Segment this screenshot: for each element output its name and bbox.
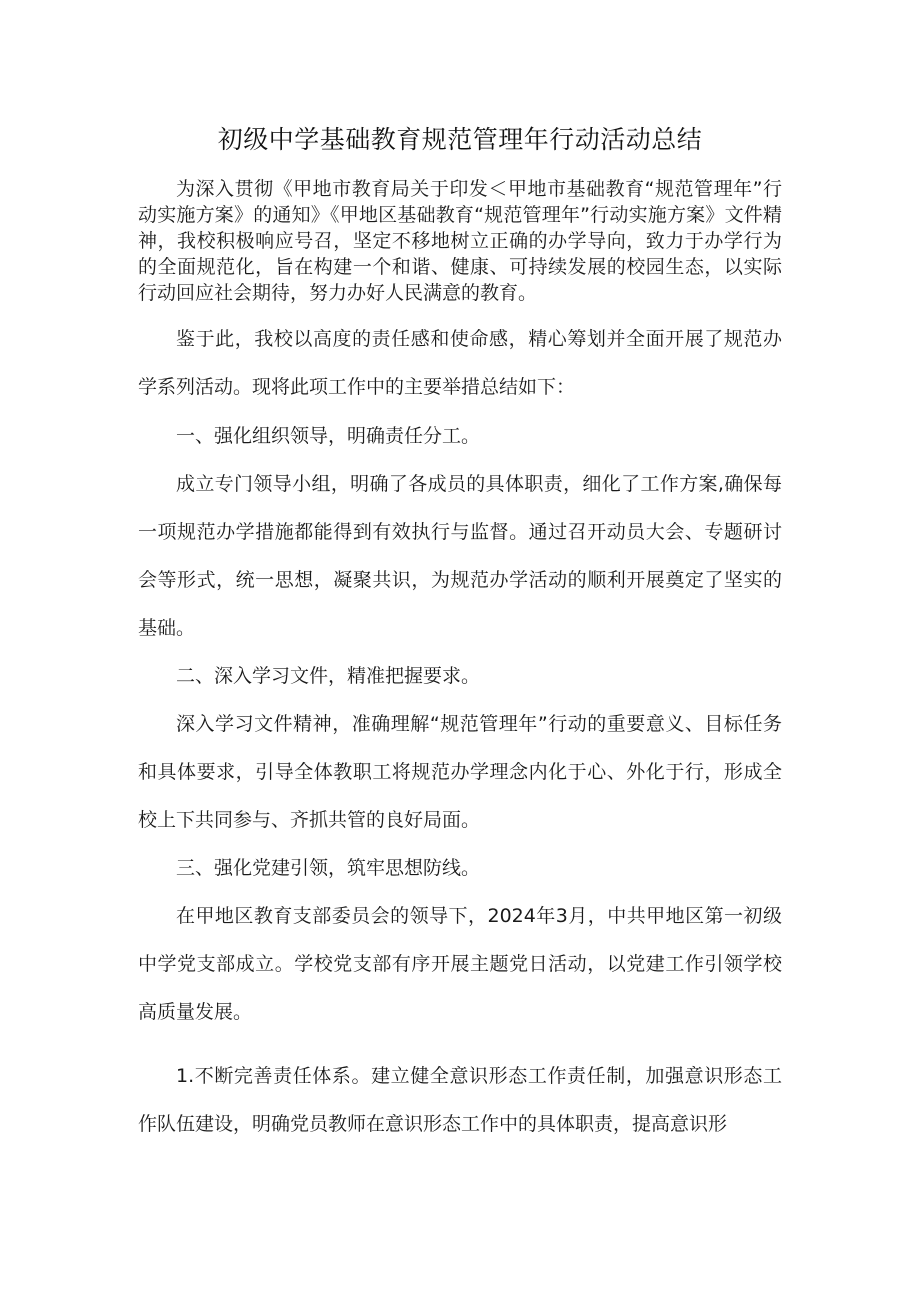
paragraph-section-3: 在甲地区教育支部委员会的领导下，2024年3月，中共甲地区第一初级中学党支部成立。学校党支部有序开展主题党日活动，以党建工作引领学校高质量发展。: [138, 905, 782, 1023]
paragraph-section-1: 成立专门领导小组，明确了各成员的具体职责，细化了工作方案,确保每一项规范办学措施都能得到有效执行与监督。通过召开动员大会、专题研讨会等形式，统一思想，凝聚共识，为规范办学活动的顺利开展奠定了坚实的基础。: [138, 473, 782, 639]
paragraph-intro: 为深入贯彻《甲地市教育局关于印发＜甲地市基础教育“规范管理年”行动实施方案》的通知》《甲地区基础教育“规范管理年”行动实施方案》文件精神，我校积极响应号召，坚定不移地树立正确的办学导向，致力于办学行为的全面规范化，旨在构建一个和谐、健康、可持续发展的校园生态，以实际行动回应社会期待，努力办好人民满意的教育。: [138, 178, 782, 304]
section-heading-3: 三、强化党建引领，筑牢思想防线。: [176, 857, 481, 879]
section-heading-1: 一、强化组织领导，明确责任分工。: [176, 425, 481, 447]
paragraph-section-2: 深入学习文件精神，准确理解“规范管理年”行动的重要意义、目标任务和具体要求，引导全体教职工将规范办学理念内化于心、外化于行，形成全校上下共同参与、齐抓共管的良好局面。: [138, 713, 782, 831]
paragraph-summary: 鉴于此，我校以高度的责任感和使命感，精心筹划并全面开展了规范办学系列活动。现将此项工作中的主要举措总结如下：: [138, 328, 782, 398]
document-title: 初级中学基础教育规范管理年行动活动总结: [217, 125, 703, 154]
paragraph-item-1: 1.不断完善责任体系。建立健全意识形态工作责任制，加强意识形态工作队伍建设，明确党员教师在意识形态工作中的具体职责，提高意识形: [138, 1065, 782, 1135]
section-heading-2: 二、深入学习文件，精准把握要求。: [176, 665, 481, 687]
